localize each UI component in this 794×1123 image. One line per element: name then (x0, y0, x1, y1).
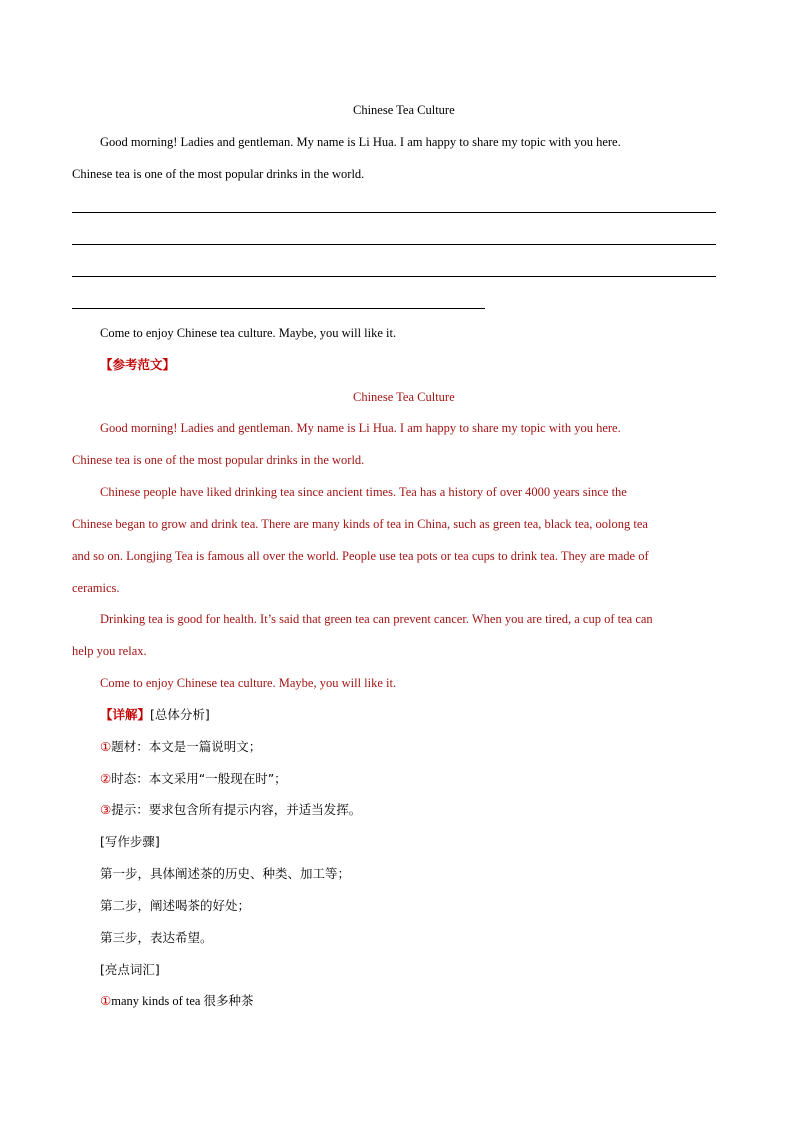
sample-p2-line3: and so on. Longjing Tea is famous all over the world. People use tea pots or tea cups to drink tea. They are made of (72, 549, 649, 563)
circled-number-vocab-1: ① (100, 993, 112, 1008)
analysis-item-3-text: 提示：要求包含所有提示内容，并适当发挥。 (111, 802, 362, 817)
analysis-item-1-text: 题材：本文是一篇说明文； (111, 739, 262, 754)
step-1: 第一步，具体阐述茶的历史、种类、加工等； (100, 866, 351, 881)
sample-heading: 【参考范文】 (100, 357, 176, 372)
prompt-line-2: Chinese tea is one of the most popular drinks in the world. (72, 167, 365, 181)
circled-number-3: ③ (100, 802, 112, 817)
step-3: 第三步，表达希望。 (100, 930, 213, 945)
sample-p1-line1: Good morning! Ladies and gentleman. My name is Li Hua. I am happy to share my topic with you here. (100, 421, 621, 435)
vocab-item-1-text: many kinds of tea 很多种茶 (111, 994, 254, 1008)
circled-number-1: ① (100, 739, 112, 754)
sample-p3-line1: Drinking tea is good for health. It’s said that green tea can prevent cancer. When you are tired, a cup of tea can (100, 612, 653, 626)
writing-line-1 (72, 212, 716, 213)
analysis-overall: [总体分析] (150, 707, 210, 722)
prompt-closing: Come to enjoy Chinese tea culture. Maybe, you will like it. (100, 326, 397, 340)
sample-p4: Come to enjoy Chinese tea culture. Maybe, you will like it. (100, 676, 397, 690)
vocab-heading: [亮点词汇] (100, 962, 160, 977)
sample-p3-line2: help you relax. (72, 644, 147, 658)
writing-line-2 (72, 244, 716, 245)
sample-title: Chinese Tea Culture (353, 390, 455, 404)
sample-p2-line1: Chinese people have liked drinking tea since ancient times. Tea has a history of over 4000 years since the (100, 485, 627, 499)
analysis-item-3 (100, 802, 361, 818)
sample-p2-line2: Chinese began to grow and drink tea. There are many kinds of tea in China, such as green tea, black tea, oolong tea (72, 517, 648, 531)
analysis-item-2-text: 时态：本文采用“一般现在时”； (111, 771, 287, 786)
analysis-item-1 (100, 739, 261, 755)
prompt-line-1: Good morning! Ladies and gentleman. My name is Li Hua. I am happy to share my topic with you here. (100, 135, 621, 149)
steps-heading: [写作步骤] (100, 834, 160, 849)
step-2: 第二步，阐述喝茶的好处； (100, 898, 251, 913)
analysis-heading-row (100, 707, 210, 723)
analysis-heading: 【详解】 (100, 707, 151, 722)
circled-number-2: ② (100, 771, 112, 786)
writing-line-4 (72, 308, 485, 309)
analysis-item-2 (100, 771, 287, 787)
sample-p2-line4: ceramics. (72, 581, 120, 595)
writing-line-3 (72, 276, 716, 277)
prompt-title: Chinese Tea Culture (353, 103, 455, 117)
vocab-item-1 (100, 993, 254, 1009)
sample-p1-line2: Chinese tea is one of the most popular drinks in the world. (72, 453, 365, 467)
